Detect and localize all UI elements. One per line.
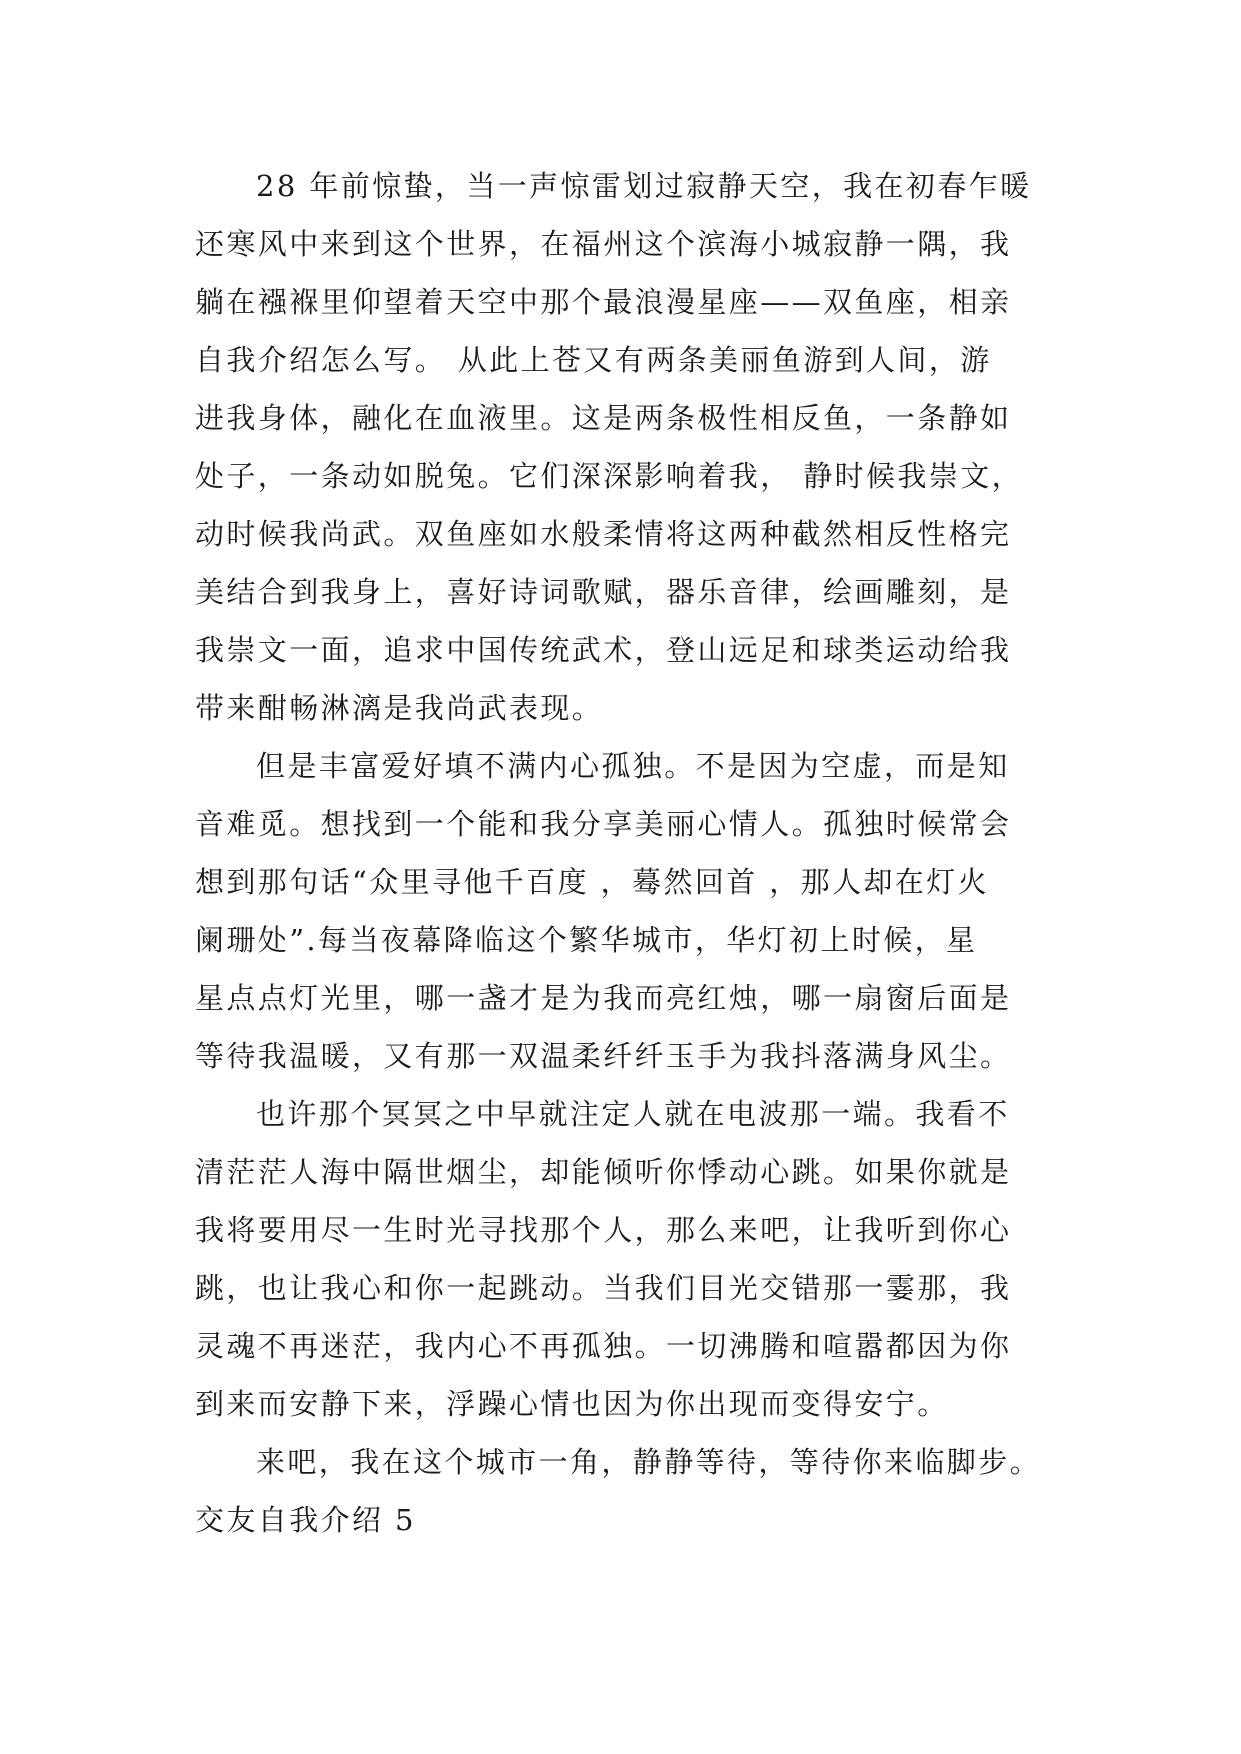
text-line: 动时候我尚武。双鱼座如水般柔情将这两种截然相反性格完 — [195, 517, 1012, 551]
text-line: 我崇文一面，追求中国传统武术，登山远足和球类运动给我 — [195, 633, 1012, 667]
text-line: 进我身体，融化在血液里。这是两条极性相反鱼，一条静如 — [195, 401, 1012, 435]
text-line: 美结合到我身上，喜好诗词歌赋，器乐音律，绘画雕刻，是 — [195, 575, 1012, 609]
text-line: 也许那个冥冥之中早就注定人就在电波那一端。我看不 — [256, 1097, 1010, 1131]
text-line: 阑珊处”.每当夜幕降临这个繁华城市，华灯初上时候，星 — [195, 923, 978, 957]
text-line: 躺在襁褓里仰望着天空中那个最浪漫星座——双鱼座，相亲 — [195, 285, 1012, 319]
text-line: 星点点灯光里，哪一盏才是为我而亮红烛，哪一扇窗后面是 — [195, 981, 1012, 1015]
text-line: 音难觅。想找到一个能和我分享美丽心情人。孤独时候常会 — [195, 807, 1012, 841]
text-line: 想到那句话“众里寻他千百度 ，蓦然回首 ，那人却在灯火 — [195, 865, 990, 899]
text-line: 自我介绍怎么写。 从此上苍又有两条美丽鱼游到人间，游 — [195, 343, 992, 377]
text-line: 来吧，我在这个城市一角，静静等待，等待你来临脚步。 — [256, 1445, 1042, 1479]
text-line: 灵魂不再迷茫，我内心不再孤独。一切沸腾和喧嚣都因为你 — [195, 1329, 1012, 1363]
text-line: 处子，一条动如脱兔。它们深深影响着我， 静时候我崇文， — [195, 459, 1024, 493]
text-line: 但是丰富爱好填不满内心孤独。不是因为空虚，而是知 — [256, 749, 1010, 783]
text-line: 等待我温暖，又有那一双温柔纤纤玉手为我抖落满身风尘。 — [195, 1039, 1012, 1073]
text-line: 到来而安静下来，浮躁心情也因为你出现而变得安宁。 — [195, 1387, 949, 1421]
text-line: 我将要用尽一生时光寻找那个人，那么来吧，让我听到你心 — [195, 1213, 1012, 1247]
section-heading: 交友自我介绍 5 — [195, 1503, 416, 1537]
text-line: 清茫茫人海中隔世烟尘，却能倾听你悸动心跳。如果你就是 — [195, 1155, 1012, 1189]
text-line: 28 年前惊蛰，当一声惊雷划过寂静天空，我在初春乍暖 — [256, 169, 1032, 203]
text-line: 还寒风中来到这个世界，在福州这个滨海小城寂静一隅，我 — [195, 227, 1012, 261]
text-line: 跳，也让我心和你一起跳动。当我们目光交错那一霎那，我 — [195, 1271, 1012, 1305]
text-line: 带来酣畅淋漓是我尚武表现。 — [195, 691, 604, 725]
